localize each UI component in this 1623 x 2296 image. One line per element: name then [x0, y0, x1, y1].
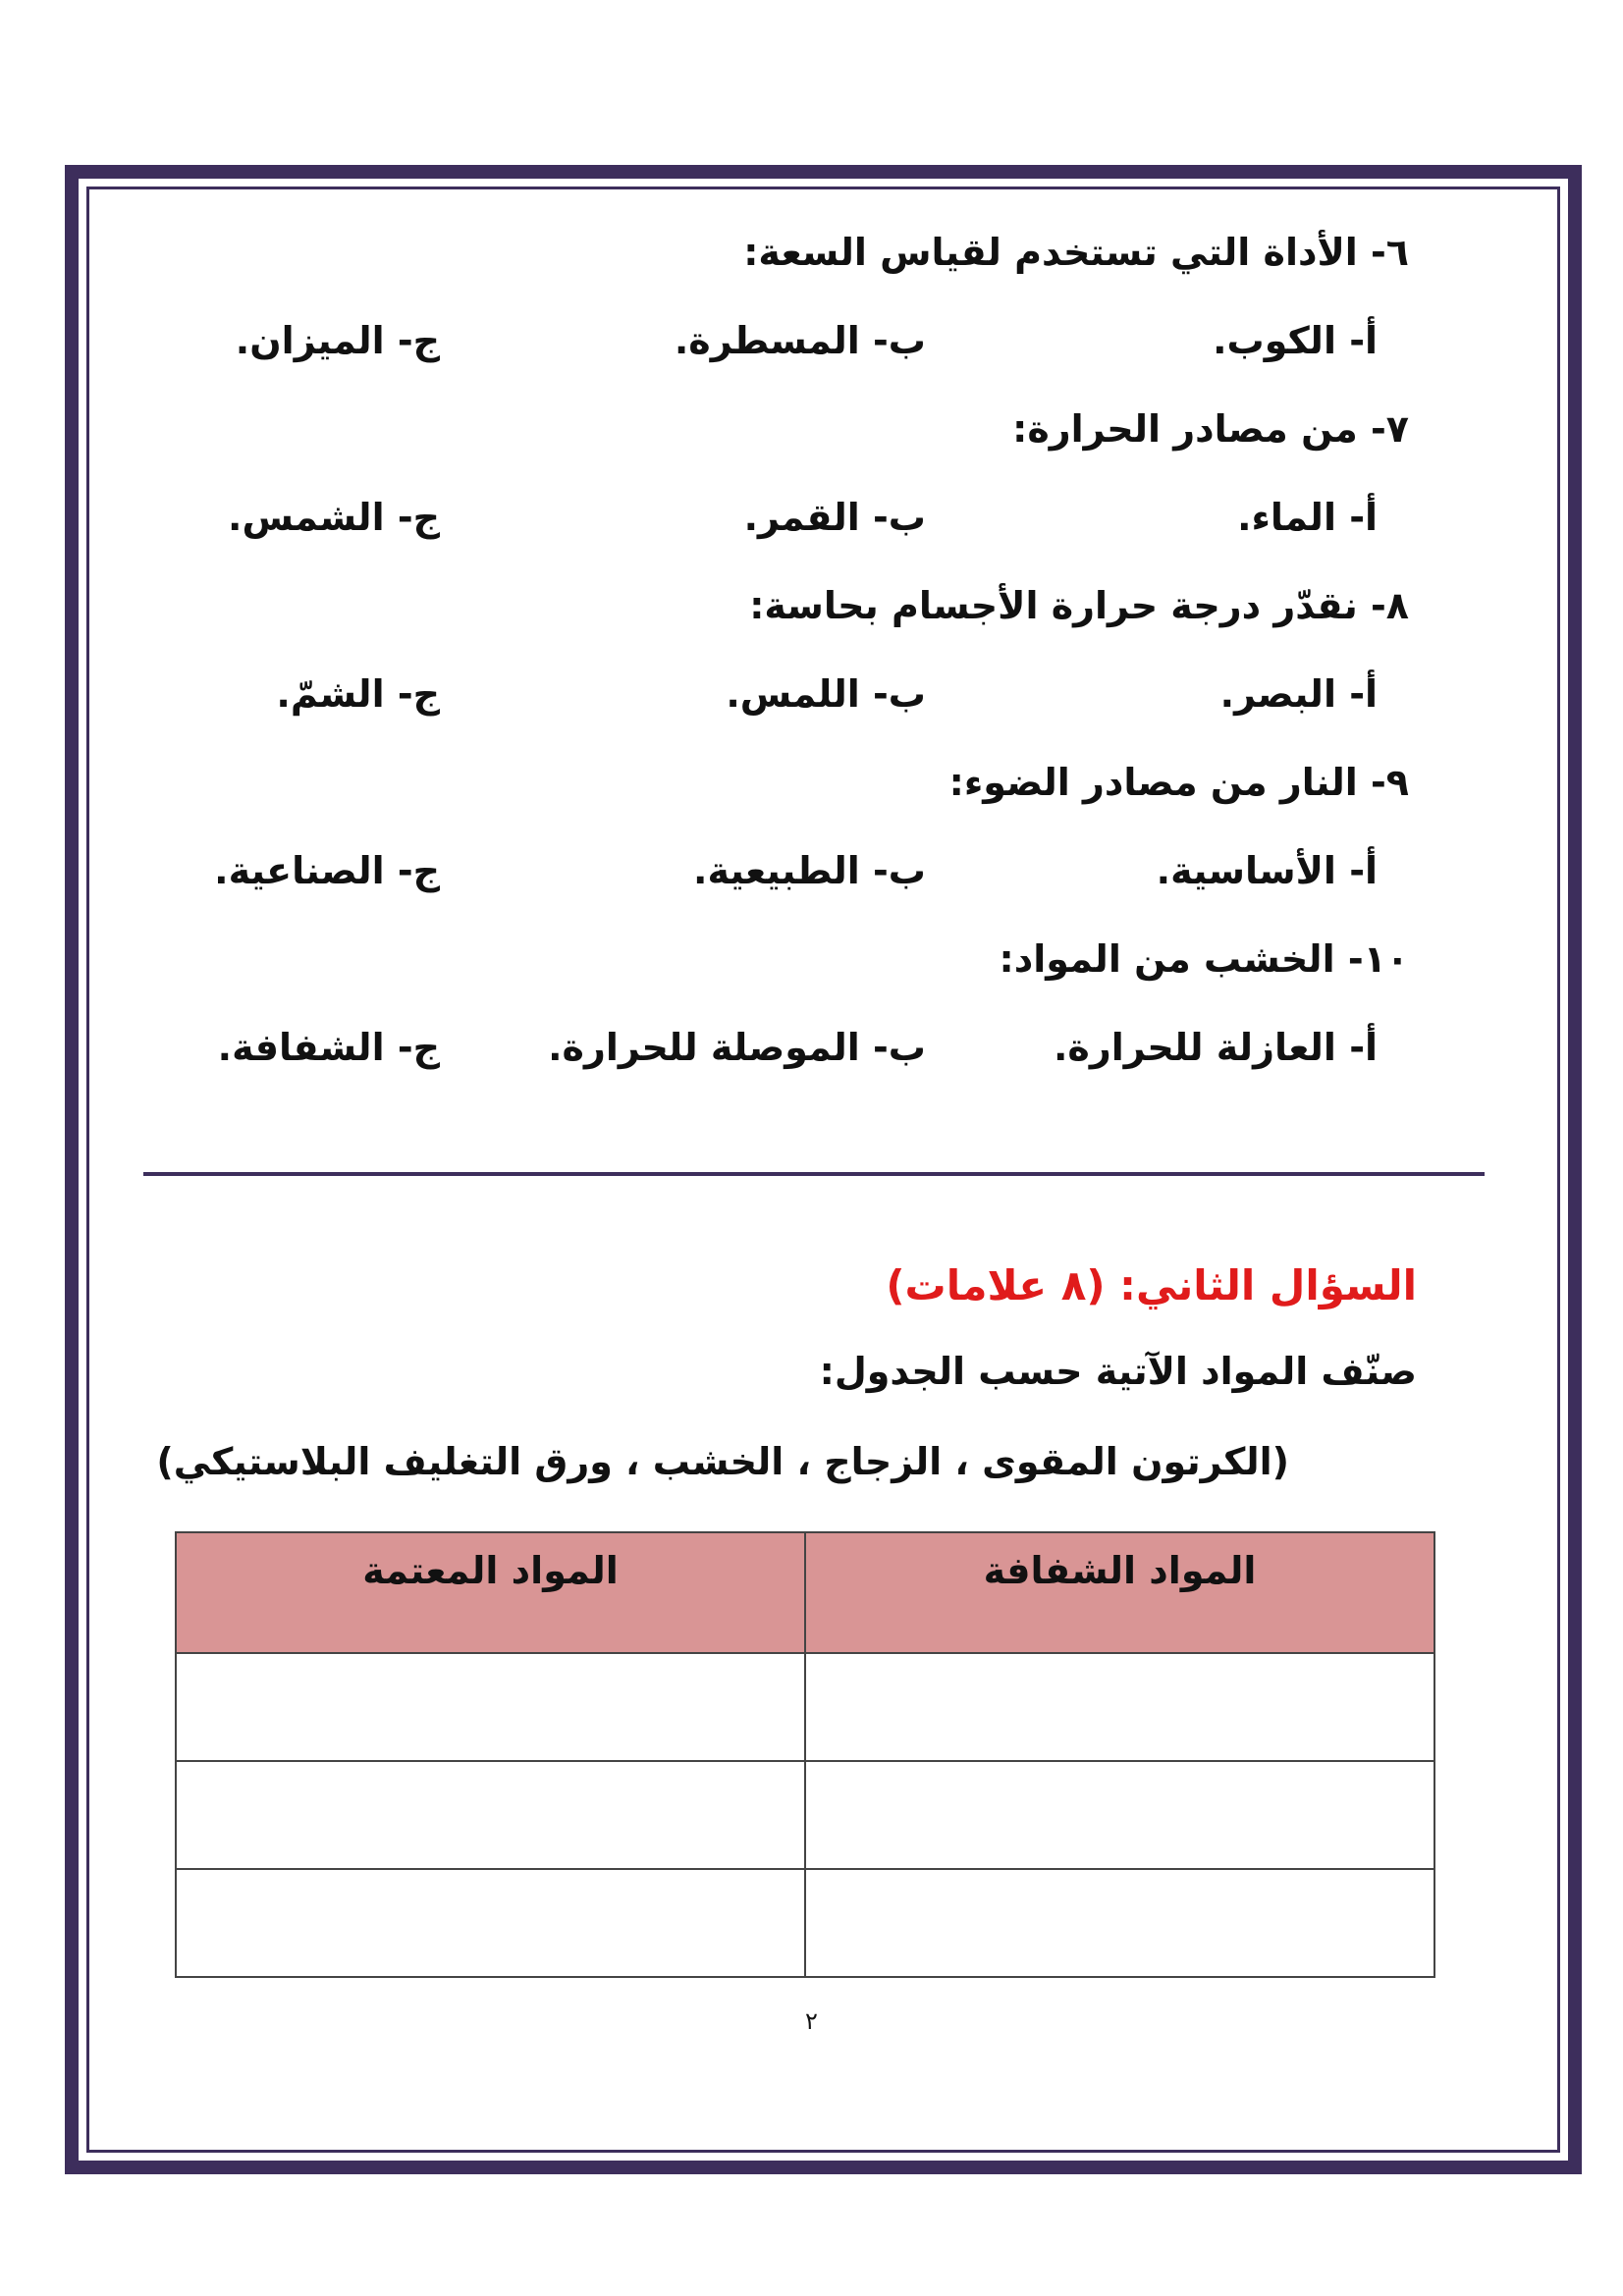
question-6-option-b: ب- المسطرة.	[674, 319, 926, 362]
table-header-transparent: المواد الشفافة	[805, 1532, 1434, 1653]
question-6-option-a: أ- الكوب.	[1213, 319, 1378, 362]
question-6-option-c: ج- الميزان.	[235, 319, 440, 362]
section-2-items: (الكرتون المقوى ، الزجاج ، الخشب ، ورق التغليف البلاستيكي)	[156, 1440, 1289, 1483]
table-cell[interactable]	[805, 1653, 1434, 1761]
question-9-option-c: ج- الصناعية.	[214, 849, 440, 892]
question-8-option-c: ج- الشمّ.	[276, 672, 440, 716]
question-6-stem: ٦- الأداة التي تستخدم لقياس السعة:	[743, 231, 1409, 274]
question-10-option-b: ب- الموصلة للحرارة.	[548, 1026, 926, 1069]
question-8-option-a: أ- البصر.	[1219, 672, 1378, 716]
question-9-option-b: ب- الطبيعية.	[693, 849, 926, 892]
question-9-option-a: أ- الأساسية.	[1156, 849, 1378, 892]
question-10-option-c: ج- الشفافة.	[217, 1026, 440, 1069]
question-7-option-a: أ- الماء.	[1237, 496, 1378, 539]
table-header-opaque: المواد المعتمة	[176, 1532, 805, 1653]
question-7-option-b: ب- القمر.	[743, 496, 926, 539]
page-number: ٢	[805, 2007, 818, 2035]
table-row	[176, 1869, 1434, 1977]
table-row	[176, 1761, 1434, 1869]
question-10-stem: ١٠- الخشب من المواد:	[999, 937, 1409, 981]
table-row	[176, 1653, 1434, 1761]
question-7-option-c: ج- الشمس.	[228, 496, 440, 539]
table-cell[interactable]	[176, 1761, 805, 1869]
section-divider	[143, 1172, 1485, 1176]
section-2-title: السؤال الثاني: (٨ علامات)	[886, 1261, 1417, 1309]
question-7-stem: ٧- من مصادر الحرارة:	[1012, 407, 1409, 451]
table-cell[interactable]	[176, 1653, 805, 1761]
table-cell[interactable]	[805, 1869, 1434, 1977]
question-8-option-b: ب- اللمس.	[726, 672, 926, 716]
question-9-stem: ٩- النار من مصادر الضوء:	[948, 761, 1409, 804]
table-cell[interactable]	[176, 1869, 805, 1977]
classification-table	[175, 1531, 1435, 1978]
table-cell[interactable]	[805, 1761, 1434, 1869]
question-8-stem: ٨- نقدّر درجة حرارة الأجسام بحاسة:	[749, 584, 1409, 627]
question-10-option-a: أ- العازلة للحرارة.	[1053, 1026, 1378, 1069]
section-2-instruction: صنّف المواد الآتية حسب الجدول:	[819, 1350, 1417, 1393]
